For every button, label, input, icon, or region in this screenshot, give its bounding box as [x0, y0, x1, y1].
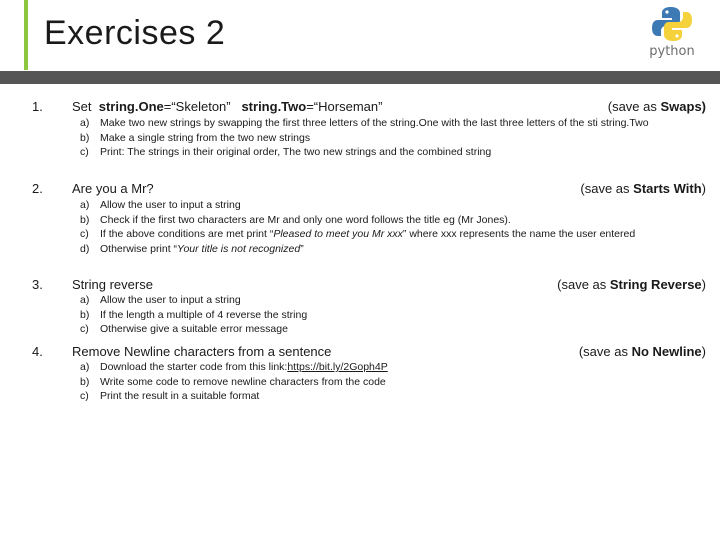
exercise-number: 4.: [32, 344, 43, 359]
list-item: b) Make a single string from the two new strings: [80, 131, 311, 144]
list-item: b) Check if the first two characters are Mr and only one word follows the title eg (Mr Jones).: [80, 213, 511, 226]
list-item: d) Otherwise print “Your title is not recognized”: [80, 242, 304, 255]
slide-title: Exercises 2: [44, 14, 226, 52]
python-logo: [640, 4, 704, 66]
list-item: c) Print the result in a suitable format: [80, 390, 260, 402]
exercise-heading: Remove Newline characters from a sentence: [72, 344, 332, 359]
save-as-label: (save as Swaps): [607, 99, 706, 114]
list-item: a) Make two new strings by swapping the first three letters of the string.One with the last three letters of the sti string.Two: [80, 117, 649, 129]
exercise-heading: Set string.One=“Skeleton” string.Two=“Horseman”: [72, 99, 383, 114]
list-item: c) Print: The strings in their original order, The two new strings and the combined string: [80, 146, 492, 158]
list-item: a) Allow the user to input a string: [80, 294, 241, 306]
exercise-heading: Are you a Mr?: [72, 181, 154, 196]
sub-list: [80, 116, 700, 160]
list-item: b) If the length a multiple of 4 reverse the string: [80, 308, 308, 321]
exercise-number: 2.: [32, 181, 43, 196]
list-item: b) Write some code to remove newline characters from the code: [80, 375, 386, 388]
list-item: a) Allow the user to input a string: [80, 199, 241, 211]
exercise-number: 3.: [32, 277, 43, 292]
header-divider: [0, 71, 720, 84]
save-as-label: (save as Starts With): [580, 181, 706, 196]
slide-header: [0, 0, 720, 70]
accent-bar: [24, 0, 28, 70]
sub-list: [80, 360, 700, 404]
sub-list: [80, 198, 700, 256]
save-as-label: (save as String Reverse): [557, 277, 706, 292]
list-item: c) Otherwise give a suitable error message: [80, 323, 288, 335]
exercise-number: 1.: [32, 99, 43, 114]
save-as-label: (save as No Newline): [578, 344, 706, 359]
starter-code-link[interactable]: https://bit.ly/2Goph4P: [287, 361, 388, 373]
list-item: a) Download the starter code from this link:https://bit.ly/2Goph4P: [80, 361, 388, 373]
python-logo-text: python: [649, 44, 695, 59]
sub-list: [80, 293, 700, 337]
list-item: c) If the above conditions are met print “Pleased to meet you Mr xxx” where xxx represents the name the user entered: [80, 228, 636, 240]
exercise-heading: String reverse: [72, 277, 153, 292]
python-logo-icon: [640, 4, 704, 44]
